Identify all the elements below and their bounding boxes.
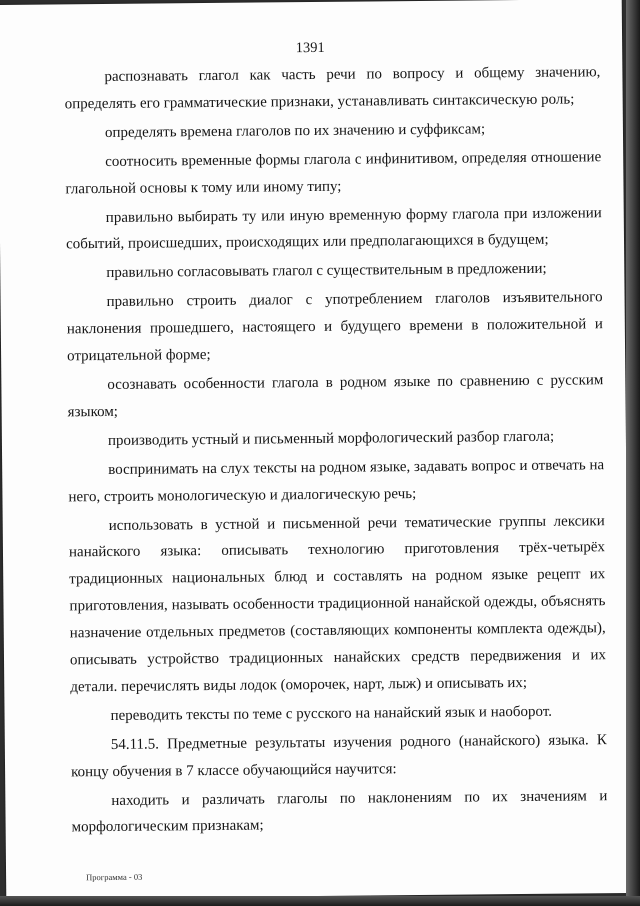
paragraph: переводить тексты по теме с русского на нанайский язык и наоборот. bbox=[110, 703, 553, 724]
section-heading-paragraph: 54.11.5. Предметные результаты изучения родного (нанайского) языка. К концу обучения в 7 классе обучающийся научится: bbox=[71, 731, 607, 781]
scan-border-bottom bbox=[0, 896, 640, 906]
paragraph: правильно согласовывать глагол с существительным в предложении; bbox=[106, 261, 547, 282]
paragraph: правильно выбирать ту или иную временную форму глагола при изложении событий, происшедших, происходящих или предполагающихся в будущем; bbox=[65, 204, 602, 253]
page-footer: Программа - 03 bbox=[86, 871, 143, 883]
scan-border-right bbox=[626, 0, 640, 906]
paragraph: определять времена глаголов по их значению и суффиксам; bbox=[104, 121, 486, 141]
paragraph: использовать в устной и письменной речи тематические группы лексики нанайского языка: описывать технологию приготовления трёх-четырёх традиционных национальных блюд и составлять на родном языке рецепт их приготовления, называть особенности традиционной нанайской одежды, объяснять назначение отдельных предметов (составляющих компоненты комплекта одежды), описывать устройство традиционных нанайских средств передвижения и их детали. перечислять виды лодок (оморочек, нарт, лыж) и описывать их; bbox=[68, 512, 607, 696]
paragraph: производить устный и письменный морфологический разбор глагола; bbox=[107, 428, 555, 449]
paragraph: соотносить временные формы глагола с инфинитивом, определяя отношение глагольной основы к тому или иному типу; bbox=[65, 148, 602, 197]
paragraph: находить и различать глаголы по наклонениям по их значениям и морфологическим признакам; bbox=[71, 787, 608, 836]
paragraph: правильно строить диалог с употреблением глаголов изъявительного наклонения прошедшего, настоящего и будущего времени в положительной и отрицательной форме; bbox=[66, 289, 603, 365]
paragraph: распознавать глагол как часть речи по вопросу и общему значению, определять его грамматические признаки, устанавливать синтаксическую роль; bbox=[64, 64, 601, 113]
paragraph: воспринимать на слух тексты на родном языке, задавать вопрос и отвечать на него, строить монологическую и диалогическую речь; bbox=[68, 456, 605, 505]
page-number: 1391 bbox=[295, 39, 325, 57]
paragraph: осознавать особенности глагола в родном языке по сравнению с русским языком; bbox=[67, 372, 604, 421]
document-body bbox=[64, 59, 607, 841]
